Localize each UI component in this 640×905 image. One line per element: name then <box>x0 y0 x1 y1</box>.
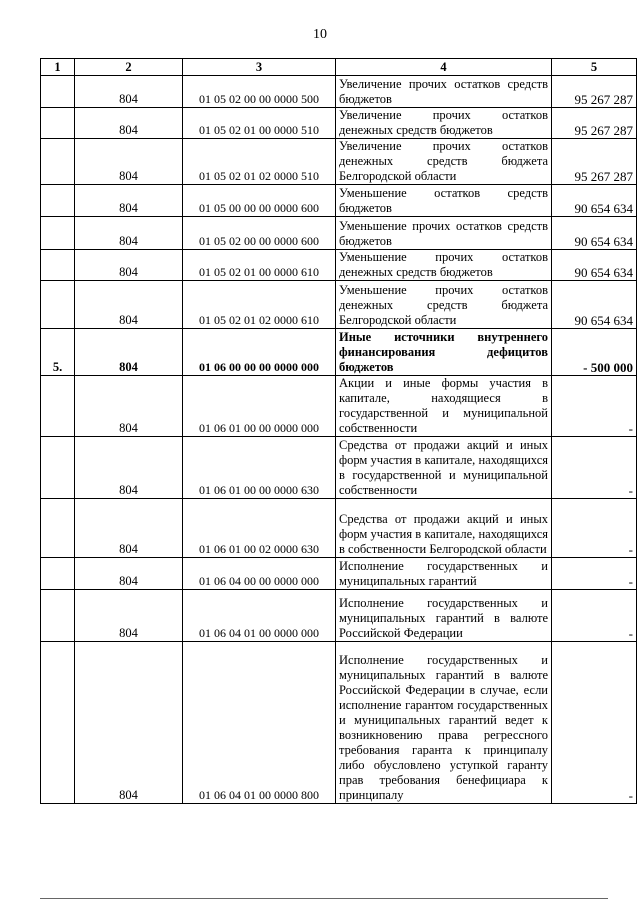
admin-code: 804 <box>75 108 183 139</box>
header-col-1: 1 <box>41 59 75 76</box>
row-number <box>41 281 75 329</box>
amount: 95 267 287 <box>552 76 637 108</box>
table-row <box>41 437 637 499</box>
table-row <box>41 329 637 376</box>
header-col-5: 5 <box>552 59 637 76</box>
budget-classification-code: 01 06 04 01 00 0000 800 <box>183 642 336 804</box>
header-col-4: 4 <box>336 59 552 76</box>
amount: - <box>552 642 637 804</box>
source-name: Средства от продажи акций и иных форм участия в капитале, находящихся в собственности Белгородской области <box>336 499 552 558</box>
row-number <box>41 558 75 590</box>
budget-classification-code: 01 05 02 01 02 0000 510 <box>183 139 336 185</box>
admin-code: 804 <box>75 139 183 185</box>
admin-code: 804 <box>75 281 183 329</box>
table-row <box>41 139 637 185</box>
source-name: Уменьшение прочих остатков денежных средств бюджетов <box>336 250 552 281</box>
table-row <box>41 185 637 217</box>
table-header-row <box>41 59 637 76</box>
table-row <box>41 108 637 139</box>
amount: 95 267 287 <box>552 139 637 185</box>
table-row <box>41 281 637 329</box>
source-name: Иные источники внутреннего финансирования дефицитов бюджетов <box>336 329 552 376</box>
table-row <box>41 642 637 804</box>
source-name: Акции и иные формы участия в капитале, находящиеся в государственной и муниципальной собственности <box>336 376 552 437</box>
admin-code: 804 <box>75 329 183 376</box>
budget-classification-code: 01 05 02 01 00 0000 510 <box>183 108 336 139</box>
row-number <box>41 499 75 558</box>
source-name: Уменьшение прочих остатков денежных средств бюджета Белгородской области <box>336 281 552 329</box>
row-number <box>41 376 75 437</box>
row-number <box>41 250 75 281</box>
budget-classification-code: 01 05 00 00 00 0000 600 <box>183 185 336 217</box>
budget-classification-code: 01 05 02 00 00 0000 500 <box>183 76 336 108</box>
amount: - <box>552 558 637 590</box>
page-number: 10 <box>313 27 327 42</box>
budget-classification-code: 01 06 00 00 00 0000 000 <box>183 329 336 376</box>
row-number <box>41 642 75 804</box>
row-number <box>41 76 75 108</box>
source-name: Увеличение прочих остатков средств бюджетов <box>336 76 552 108</box>
budget-classification-code: 01 06 04 01 00 0000 000 <box>183 590 336 642</box>
amount: 90 654 634 <box>552 217 637 250</box>
budget-classification-code: 01 05 02 01 02 0000 610 <box>183 281 336 329</box>
admin-code: 804 <box>75 499 183 558</box>
table-row <box>41 217 637 250</box>
source-name: Увеличение прочих остатков денежных средств бюджетов <box>336 108 552 139</box>
admin-code: 804 <box>75 250 183 281</box>
row-number <box>41 217 75 250</box>
amount: 95 267 287 <box>552 108 637 139</box>
row-number <box>41 590 75 642</box>
admin-code: 804 <box>75 76 183 108</box>
source-name: Увеличение прочих остатков денежных средств бюджета Белгородской области <box>336 139 552 185</box>
budget-classification-code: 01 06 01 00 02 0000 630 <box>183 499 336 558</box>
row-number <box>41 437 75 499</box>
budget-classification-code: 01 05 02 01 00 0000 610 <box>183 250 336 281</box>
amount: - <box>552 376 637 437</box>
table-row <box>41 590 637 642</box>
table-row <box>41 376 637 437</box>
source-name: Уменьшение прочих остатков средств бюджетов <box>336 217 552 250</box>
budget-sources-table <box>40 58 637 804</box>
amount: - <box>552 499 637 558</box>
admin-code: 804 <box>75 590 183 642</box>
budget-classification-code: 01 05 02 00 00 0000 600 <box>183 217 336 250</box>
amount: - <box>552 437 637 499</box>
table-row <box>41 558 637 590</box>
row-number <box>41 185 75 217</box>
admin-code: 804 <box>75 185 183 217</box>
admin-code: 804 <box>75 376 183 437</box>
amount: - 500 000 <box>552 329 637 376</box>
amount: 90 654 634 <box>552 250 637 281</box>
admin-code: 804 <box>75 437 183 499</box>
source-name: Исполнение государственных и муниципальных гарантий в валюте Российской Федерации <box>336 590 552 642</box>
page-bottom-rule <box>40 898 608 899</box>
header-col-3: 3 <box>183 59 336 76</box>
budget-classification-code: 01 06 01 00 00 0000 630 <box>183 437 336 499</box>
amount: 90 654 634 <box>552 281 637 329</box>
admin-code: 804 <box>75 558 183 590</box>
budget-classification-code: 01 06 04 00 00 0000 000 <box>183 558 336 590</box>
table-row <box>41 250 637 281</box>
table-row <box>41 76 637 108</box>
source-name: Исполнение государственных и муниципальных гарантий в валюте Российской Федерации в случае, если исполнение гарантом государственных и муниципальных гарантий ведет к возникновению права регрессного требования гаранта к принципалу либо обусловлено уступкой гаранту прав требования бенефициара к принципалу <box>336 642 552 804</box>
table-body <box>41 76 637 804</box>
source-name: Уменьшение остатков средств бюджетов <box>336 185 552 217</box>
row-number <box>41 139 75 185</box>
budget-classification-code: 01 06 01 00 00 0000 000 <box>183 376 336 437</box>
source-name: Средства от продажи акций и иных форм участия в капитале, находящихся в государственной и муниципальной собственности <box>336 437 552 499</box>
source-name: Исполнение государственных и муниципальных гарантий <box>336 558 552 590</box>
row-number: 5. <box>41 329 75 376</box>
table-row <box>41 499 637 558</box>
amount: - <box>552 590 637 642</box>
row-number <box>41 108 75 139</box>
header-col-2: 2 <box>75 59 183 76</box>
admin-code: 804 <box>75 642 183 804</box>
amount: 90 654 634 <box>552 185 637 217</box>
admin-code: 804 <box>75 217 183 250</box>
